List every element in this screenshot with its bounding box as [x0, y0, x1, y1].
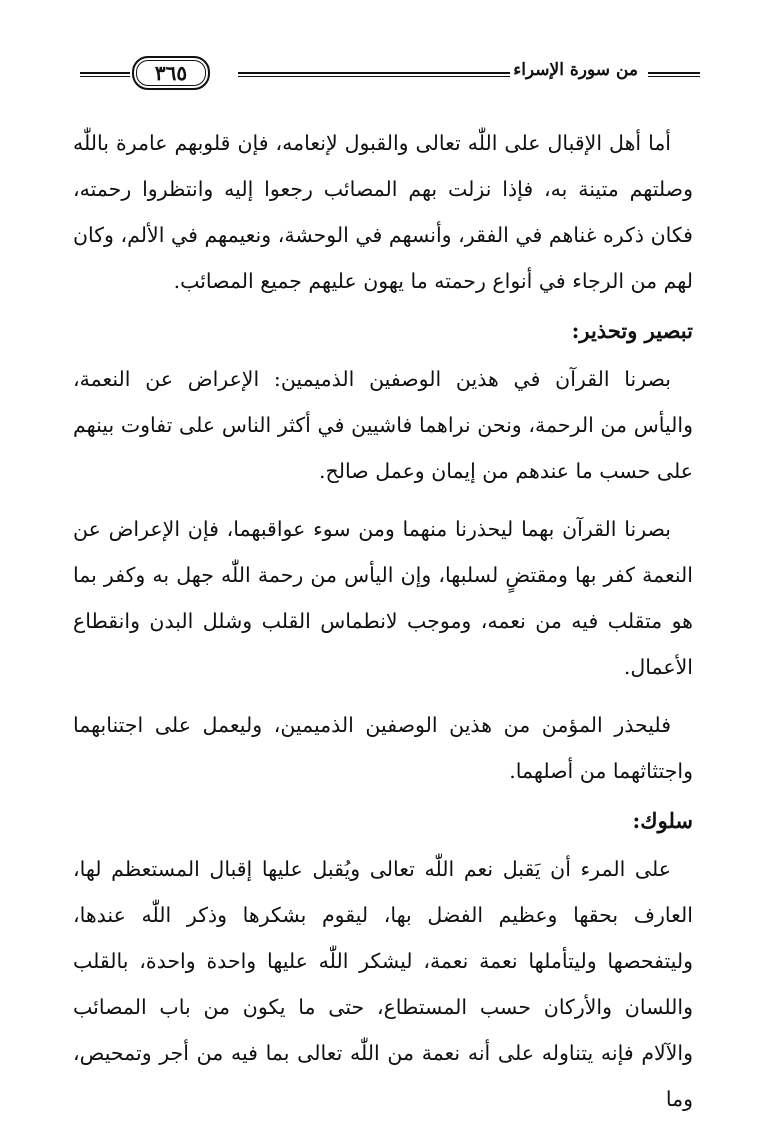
page-number-frame: [132, 56, 210, 90]
paragraph-conduct-1: على المرء أن يَقبل نعم اللّٰه تعالى ويُقبل عليها إقبال المستعظم لها، العارف بحقها وعظيم الفضل بها، ليقوم بشكرها وذكر اللّٰه عندها، وليتفحصها وليتأملها نعمة نعمة، ليشكر اللّٰه عليها واحدة واحدة، بالقلب واللسان والأركان حسب المستطاع، حتى ما يكون من باب المصائب والآلام فإنه يتناوله على أنه نعمة من اللّٰه تعالى بما فيه من أجر وتمحيص، وما: [73, 857, 693, 1111]
running-title: من سورة الإسراء: [513, 60, 638, 80]
page-header: [80, 52, 700, 96]
header-rule-right: [648, 72, 700, 77]
section-heading-conduct: سلوك:: [632, 808, 693, 833]
section-heading-warning: تبصير وتحذير:: [571, 318, 693, 343]
paragraph-intro: أما أهل الإقبال على اللّٰه تعالى والقبول لإنعامه، فإن قلوبهم عامرة باللّٰه وصلتهم متينة به، فإذا نزلت بهم المصائب رجعوا إليه وانتظروا رحمته، فكان ذكره غناهم في الفقر، وأنسهم في الوحشة، ونعيمهم في الألم، وكان لهم من الرجاء في أنواع رحمته ما يهون عليهم جميع المصائب.: [73, 131, 693, 293]
page-number: ٣٦٥: [154, 61, 188, 85]
paragraph-warning-2: بصرنا القرآن بهما ليحذرنا منهما ومن سوء عواقبهما، فإن الإعراض عن النعمة كفر بها ومقتضٍ لسلبها، وإن اليأس من رحمة اللّٰه جهل به وكفر بما هو متقلب فيه من نعمه، وموجب لانطماس القلب وشلل البدن وانقطاع الأعمال.: [73, 517, 693, 679]
header-rule-middle: [238, 72, 510, 77]
paragraph-warning-1: بصرنا القرآن في هذين الوصفين الذميمين: الإعراض عن النعمة، واليأس من الرحمة، ونحن نراهما فاشيين في أكثر الناس على تفاوت بينهم على حسب ما عندهم من إيمان وعمل صالح.: [73, 367, 693, 483]
page-body: [73, 120, 693, 1122]
paragraph-warning-3: فليحذر المؤمن من هذين الوصفين الذميمين، وليعمل على اجتنابهما واجتثاثهما من أصلهما.: [73, 713, 693, 783]
header-rule-left: [80, 72, 130, 77]
